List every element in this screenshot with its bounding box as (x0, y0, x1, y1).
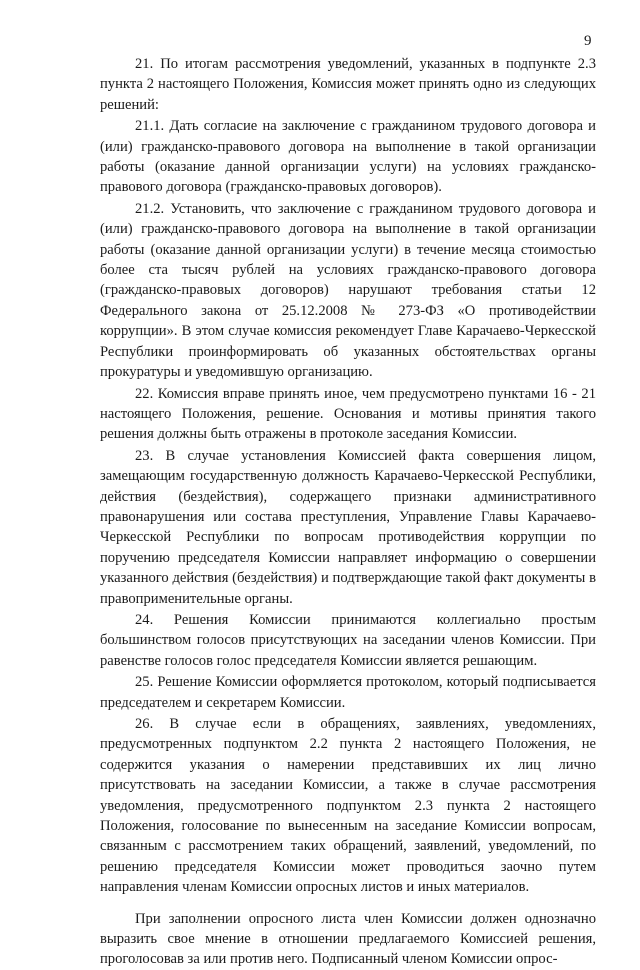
paragraph-21: 21. По итогам рассмотрения уведомлений, указанных в подпункте 2.3 пункта 2 настоящего Положения, Комиссия может принять одно из следующих решений: (100, 56, 596, 113)
page-number: 9 (584, 33, 592, 49)
paragraph-24: 24. Решения Комиссии принимаются коллегиально простым большинством голосов присутствующих на заседании членов Комиссии. При равенстве голосов голос председателя Комиссии является решающим. (100, 611, 596, 669)
document-body (100, 54, 596, 970)
paragraph-questionnaire: При заполнении опросного листа член Комиссии должен однозначно выразить свое мнение в отношении предлагаемого Комиссией решения, проголосовав за или против него. Подписанный членом Комиссии опрос- (100, 910, 596, 968)
paragraph-21-2: 21.2. Установить, что заключение с гражданином трудового договора и (или) гражданско-правового договора на выполнение в такой организации работы (оказание данной организации услуги) в течение месяца стоимостью более ста тысяч рублей на условиях гражданско-правового договора (гражданско-правовых договоров) нарушают требования статьи 12 Федерального закона от 25.12.2008 № 273-ФЗ «О противодействии коррупции». В этом случае комиссия рекомендует Главе Карачаево-Черкесской Республики проинформировать об указанных обстоятельствах органы прокуратуры и уведомившую организацию. (100, 200, 596, 381)
paragraph-26: 26. В случае если в обращениях, заявлениях, уведомлениях, предусмотренных подпунктом 2.2 пункта 2 настоящего Положения, не содержится указания о намерении представивших их лиц лично присутствовать на заседании Комиссии, а также в случае рассмотрения уведомления, предусмотренного подпунктом 2.3 пункта 2 настоящего Положения, голосование по вынесенным на заседание Комиссии вопросам, связанным с рассмотрением таких обращений, заявлений, уведомлений, по решению председателя Комиссии может проводиться заочно путем направления членам Комиссии опросных листов и иных материалов. (100, 716, 596, 896)
paragraph-21-1: 21.1. Дать согласие на заключение с гражданином трудового договора и (или) гражданско-правового договора на выполнение в такой организации работы (оказание данной организации услуги) на условиях гражданско-правового договора (гражданско-правовых договоров). (100, 118, 596, 196)
paragraph-23: 23. В случае установления Комиссией факта совершения лицом, замещающим государственную должность Карачаево-Черкесской Республики, действия (бездействия), содержащего признаки административного правонарушения или состава преступления, Управление Главы Карачаево-Черкесской Республики по вопросам противодействия коррупции по поручению председателя Комиссии направляет информацию о совершении указанного действия (бездействия) и подтверждающие такой факт документы в правоприменительные органы. (100, 447, 596, 607)
paragraph-22: 22. Комиссия вправе принять иное, чем предусмотрено пунктами 16 - 21 настоящего Положения, решение. Основания и мотивы принятия такого решения должны быть отражены в протоколе заседания Комиссии. (100, 385, 596, 443)
paragraph-25: 25. Решение Комиссии оформляется протоколом, который подписывается председателем и секретарем Комиссии. (100, 674, 596, 711)
